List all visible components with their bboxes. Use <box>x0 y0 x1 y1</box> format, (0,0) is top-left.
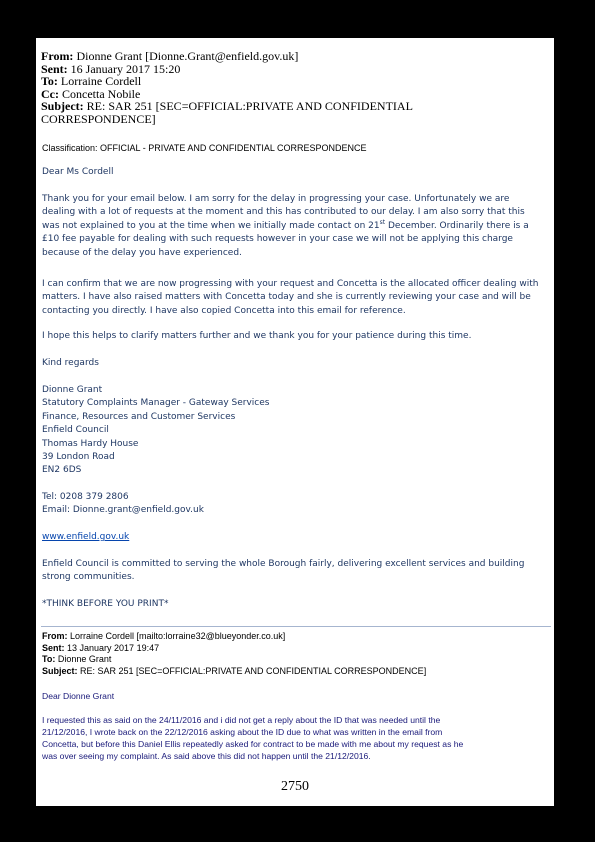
sig-postcode: EN2 6DS <box>42 465 82 476</box>
paragraph-3: I hope this helps to clarify matters further and we thank you for your patience during this time. <box>42 331 472 341</box>
document-page <box>36 38 554 806</box>
email2-header <box>42 631 550 677</box>
email-divider <box>41 626 551 627</box>
council-motto: Enfield Council is committed to serving the whole Borough fairly, delivering excellent services and building strong communities. <box>42 559 525 583</box>
signature-block <box>42 384 550 478</box>
page-number: 2750 <box>281 779 309 794</box>
contact-block <box>42 491 550 518</box>
email1-to-row: To: Lorraine Cordell <box>41 74 142 88</box>
email1-from-row: From: Dionne Grant [Dionne.Grant@enfield.gov.uk] <box>41 49 299 63</box>
sig-title: Statutory Complaints Manager - Gateway Services <box>42 398 270 409</box>
email1-sent: 16 January 2017 15:20 <box>70 61 181 76</box>
email2-body: I requested this as said on the 24/11/2016 and i did not get a reply about the ID that was needed until the 21/12/2016, I wrote back on the 22/12/2016 asking about the ID due to what was written in the email from Concetta, but before this Daniel Ellis repeatedly asked for contract to be made with me about my request as he was over seeing my complaint. As said above this did not happen until the 21/12/2016. <box>42 715 464 761</box>
classification: Classification: OFFICIAL - PRIVATE AND CONFIDENTIAL CORRESPONDENCE <box>42 143 367 153</box>
website-row <box>42 531 550 544</box>
email2-to: Dionne Grant <box>57 654 112 664</box>
email2-sent: 13 January 2017 19:47 <box>67 642 160 653</box>
paragraph-2: I can confirm that we are now progressing with your request and Concetta is the allocated officer dealing with matters. I have also raised matters with Concetta today and she is currently reviewing your case and will be contacting you directly. I have also copied Concetta into this email for reference. <box>42 279 539 316</box>
email1-header <box>41 50 541 125</box>
email1-to: Lorraine Cordell <box>60 74 142 88</box>
email-address: Email: Dionne.grant@enfield.gov.uk <box>42 505 204 516</box>
email2-salutation: Dear Dionne Grant <box>42 691 115 701</box>
closing: Kind regards <box>42 358 99 368</box>
email1-subject-line2: CORRESPONDENCE] <box>41 111 156 126</box>
sig-street: 39 London Road <box>42 452 115 463</box>
print-note: *THINK BEFORE YOU PRINT* <box>42 599 169 609</box>
email1-cc-row: Cc: Concetta Nobile <box>41 86 141 101</box>
email2-from: Lorraine Cordell [mailto:lorraine32@blueyonder.co.uk] <box>70 631 286 641</box>
email2-sent-row: Sent: 13 January 2017 19:47 <box>42 642 160 653</box>
email2-subject-row: Subject: RE: SAR 251 [SEC=OFFICIAL:PRIVATE AND CONFIDENTIAL CORRESPONDENCE] <box>42 665 427 676</box>
email1-cc: Concetta Nobile <box>62 86 141 101</box>
sig-building: Thomas Hardy House <box>42 438 139 449</box>
sig-org: Enfield Council <box>42 425 109 436</box>
website-link[interactable]: www.enfield.gov.uk <box>42 532 130 542</box>
email1-subject-line1: RE: SAR 251 [SEC=OFFICIAL:PRIVATE AND CONFIDENTIAL <box>86 99 413 113</box>
email1-subject-row: Subject: RE: SAR 251 [SEC=OFFICIAL:PRIVATE AND CONFIDENTIAL <box>41 99 413 113</box>
tel: Tel: 0208 379 2806 <box>42 492 129 502</box>
sig-dept: Finance, Resources and Customer Services <box>42 411 236 422</box>
salutation: Dear Ms Cordell <box>42 167 114 177</box>
paragraph-1: Thank you for your email below. I am sorry for the delay in progressing your case. Unfortunately we are dealing with a lot of requests at the moment and this has contributed to our delay. I am also sorry that this was not explained to you at the time when we initially made contact on 21st December. Ordinarily there is a £10 fee payable for dealing with such requests however in your case we will not be applying this charge because of the delay you have experienced. <box>42 194 529 258</box>
email1-from: Dionne Grant [Dionne.Grant@enfield.gov.uk] <box>76 49 299 63</box>
email2-to-row: To: Dionne Grant <box>42 654 112 664</box>
email2-subject: RE: SAR 251 [SEC=OFFICIAL:PRIVATE AND CONFIDENTIAL CORRESPONDENCE] <box>80 665 427 676</box>
email1-sent-row: Sent: 16 January 2017 15:20 <box>41 61 181 76</box>
sig-name: Dionne Grant <box>42 385 103 395</box>
email2-from-row: From: Lorraine Cordell [mailto:lorraine32@blueyonder.co.uk] <box>42 631 286 641</box>
